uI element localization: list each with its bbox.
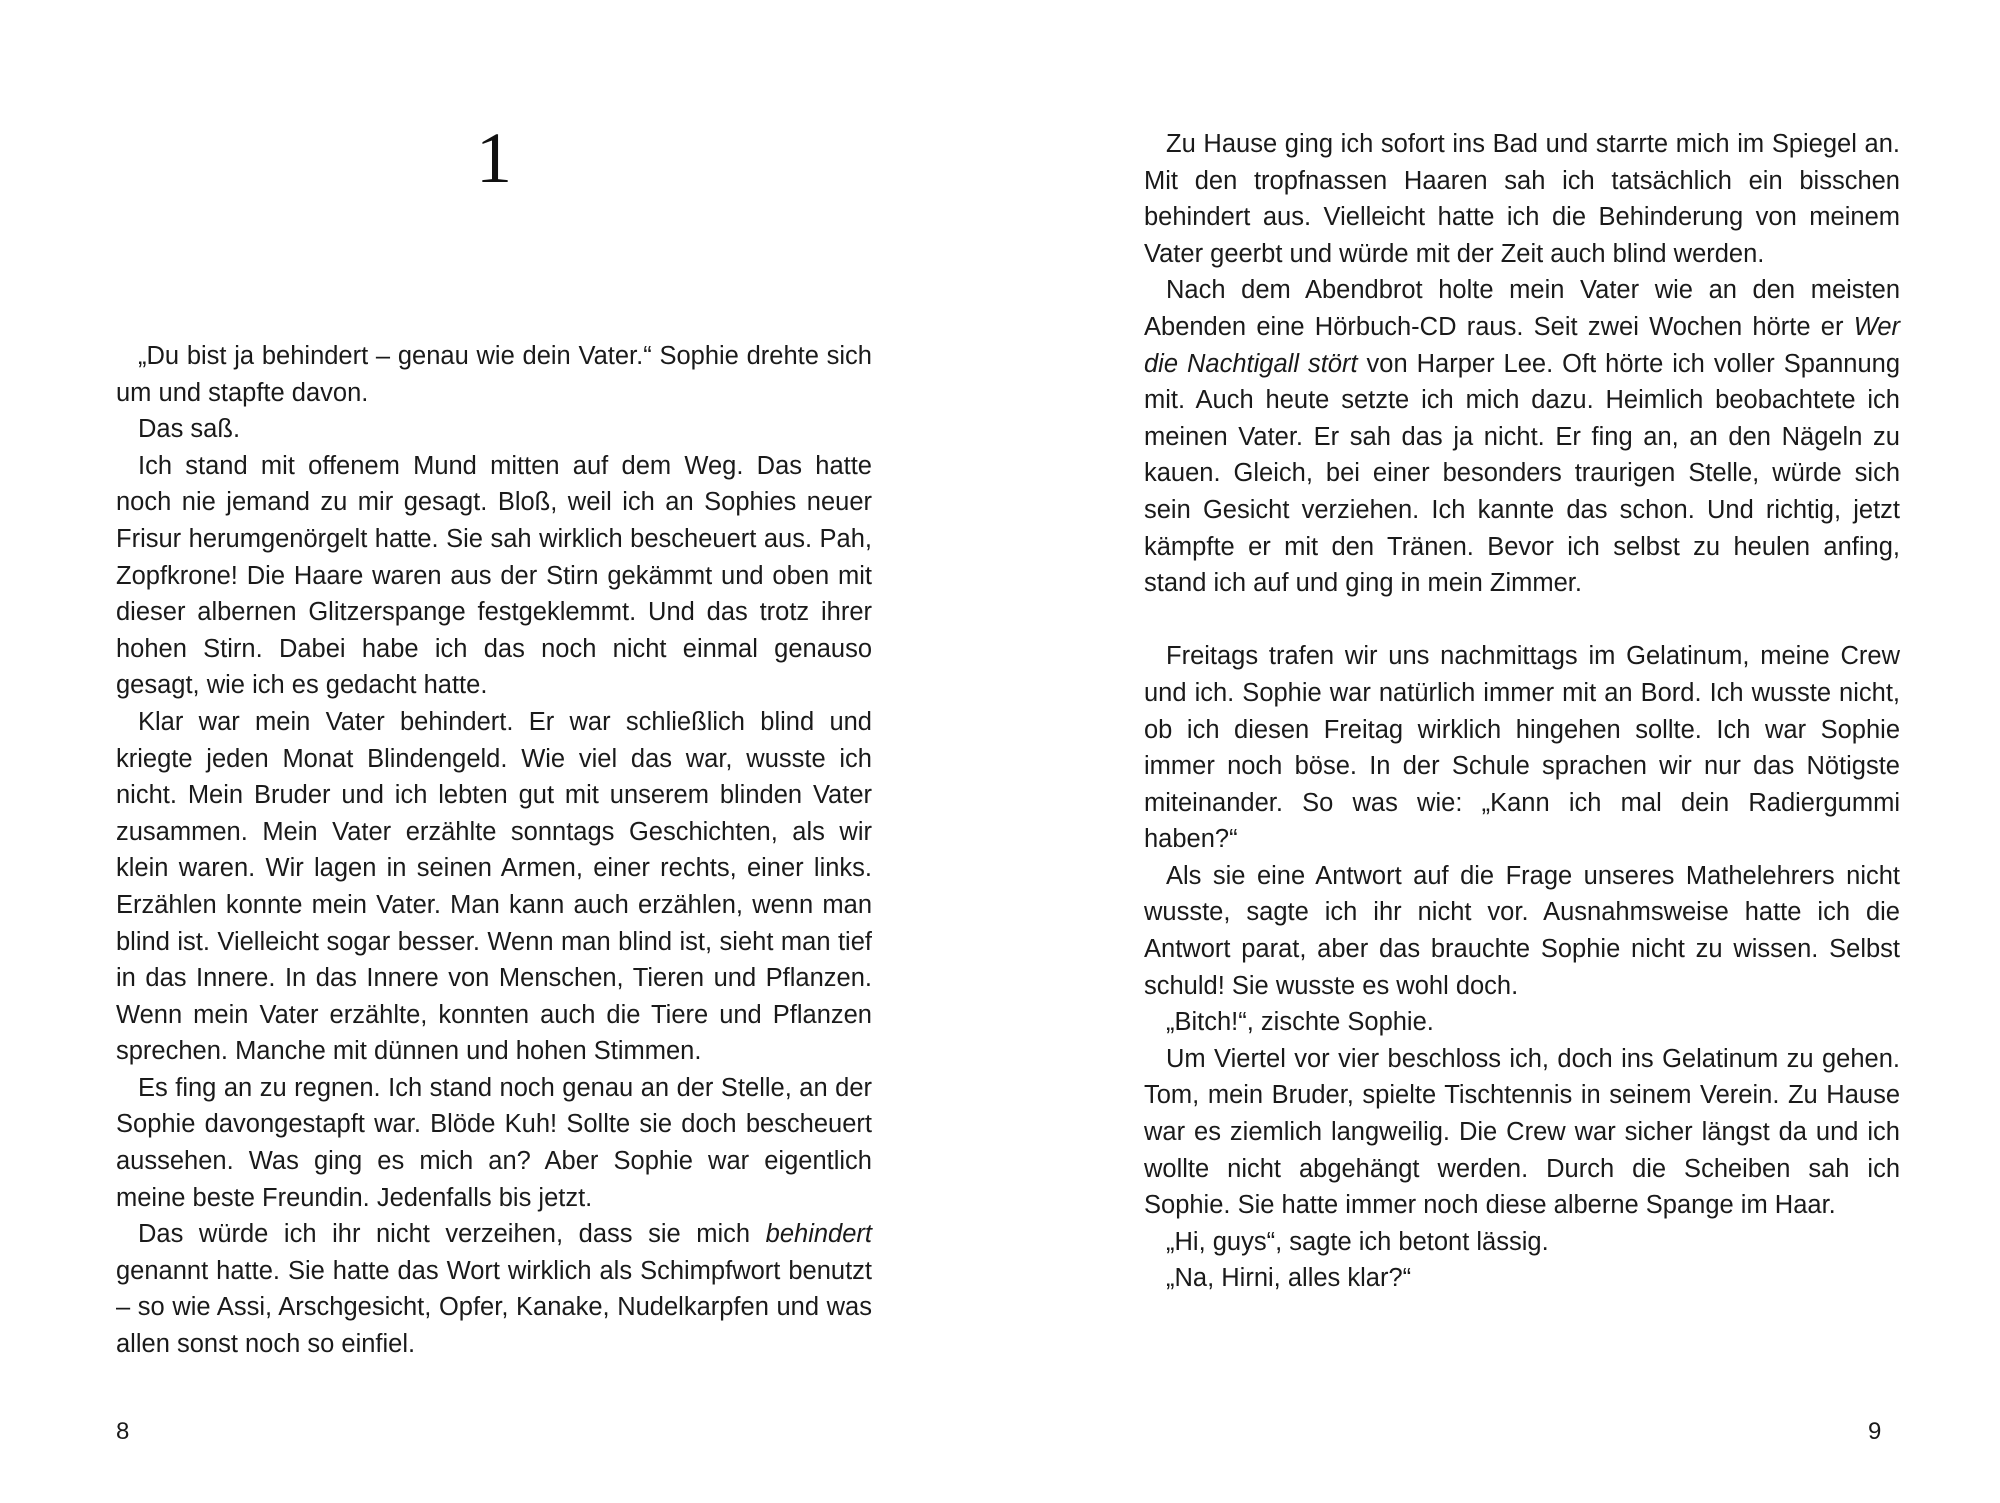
paragraph: Zu Hause ging ich sofort ins Bad und starrte mich im Spiegel an. Mit den tropfnassen Haaren sah ich tatsächlich ein bisschen behindert aus. Vielleicht hatte ich die Behinderung von meinem Vater geerbt und würde mit der Zeit auch blind werden.	[1144, 130, 1900, 268]
text-run: von Harper Lee. Oft hörte ich voller Spannung mit. Auch heute setzte ich mich dazu. Heimlich beobachtete ich meinen Vater. Er sah das ja nicht. Er fing an, an den Nägeln zu kauen. Gleich, bei einer besonders traurigen Stelle, würde sich sein Gesicht verziehen. Ich kannte das schon. Und richtig, jetzt kämpfte er mit den Tränen. Bevor ich selbst zu heulen anfing, stand ich auf und ging in mein Zimmer.	[1144, 349, 1901, 598]
paragraph: Freitags trafen wir uns nachmittags im Gelatinum, meine Crew und ich. Sophie war natürlich immer mit an Bord. Ich wusste nicht, ob ich diesen Freitag wirklich hingehen sollte. Ich war Sophie immer noch böse. In der Schule sprachen wir nur das Nötigste miteinander. So was wie: „Kann ich mal dein Radiergummi haben?“	[1144, 642, 1900, 854]
paragraph: Ich stand mit offenem Mund mitten auf dem Weg. Das hatte noch nie jemand zu mir gesagt. Bloß, weil ich an Sophies neuer Frisur herumgenörgelt hatte. Sie sah wirklich bescheuert aus. Pah, Zopfkrone! Die Haare waren aus der Stirn gekämmt und oben mit dieser albernen Glitzerspange festgeklemmt. Und das trotz ihrer hohen Stirn. Dabei habe ich das noch nicht einmal genauso gesagt, wie ich es gedacht hatte.	[116, 451, 872, 700]
text-run: Nach dem Abendbrot holte mein Vater wie an den meisten Abenden eine Hörbuch-CD raus. Seit zwei Wochen hörte er	[1144, 276, 1900, 341]
paragraph: Das saß.	[138, 415, 241, 444]
paragraph: Um Viertel vor vier beschloss ich, doch ins Gelatinum zu gehen. Tom, mein Bruder, spielte Tischtennis in seinem Verein. Zu Hause war es ziemlich langweilig. Die Crew war sicher längst da und ich wollte nicht abgehängt werden. Durch die Scheiben sah ich Sophie. Sie hatte immer noch diese alberne Spange im Haar.	[1144, 1044, 1900, 1220]
text-run: genannt hatte. Sie hatte das Wort wirklich als Schimpfwort benutzt – so wie Assi, Arschgesicht, Opfer, Kanake, Nudelkarpfen und was allen sonst noch so einfiel.	[116, 1256, 872, 1359]
chapter-number: 1	[476, 118, 512, 198]
paragraph: „Bitch!“, zischte Sophie.	[1166, 1008, 1434, 1037]
paragraph	[116, 1216, 872, 1362]
paragraph: „Hi, guys“, sagte ich betont lässig.	[1166, 1227, 1549, 1256]
paragraph	[1144, 272, 1900, 601]
right-page-text	[1144, 126, 1900, 1297]
paragraph: „Na, Hirni, alles klar?“	[1166, 1264, 1412, 1293]
paragraph: Klar war mein Vater behindert. Er war schließlich blind und kriegte jeden Monat Blindengeld. Wie viel das war, wusste ich nicht. Mein Bruder und ich lebten gut mit unserem blinden Vater zusammen. Mein Vater erzählte sonntags Geschichten, als wir klein waren. Wir lagen in seinen Armen, einer rechts, einer links. Erzählen konnte mein Vater. Man kann auch erzählen, wenn man blind ist. Vielleicht sogar besser. Wenn man blind ist, sieht man tief in das Innere. In das Innere von Menschen, Tieren und Pflanzen. Wenn mein Vater erzählte, konnten auch die Tiere und Pflanzen sprechen. Manche mit dünnen und hohen Stimmen.	[116, 707, 872, 1066]
paragraph: Es fing an zu regnen. Ich stand noch genau an der Stelle, an der Sophie davongestapft war. Blöde Kuh! Sollte sie doch bescheuert aussehen. Was ging es mich an? Aber Sophie war eigentlich meine beste Freundin. Jedenfalls bis jetzt.	[116, 1073, 872, 1212]
left-page-text	[116, 338, 872, 1363]
text-run: Das würde ich ihr nicht verzeihen, dass sie mich	[138, 1220, 766, 1249]
page-number-left: 8	[116, 1418, 130, 1445]
paragraph: „Du bist ja behindert – genau wie dein Vater.“ Sophie drehte sich um und stapfte davon.	[116, 342, 872, 407]
paragraph: Als sie eine Antwort auf die Frage unseres Mathelehrers nicht wusste, sagte ich ihr nicht vor. Ausnahmsweise hatte ich die Antwort parat, aber das brauchte Sophie nicht zu wissen. Selbst schuld! Sie wusste es wohl doch.	[1144, 861, 1900, 1000]
page-number-right: 9	[1868, 1418, 1882, 1445]
book-title: Wer die Nachtigall stört	[1144, 312, 1900, 378]
emphasized-word: behindert	[765, 1220, 872, 1249]
